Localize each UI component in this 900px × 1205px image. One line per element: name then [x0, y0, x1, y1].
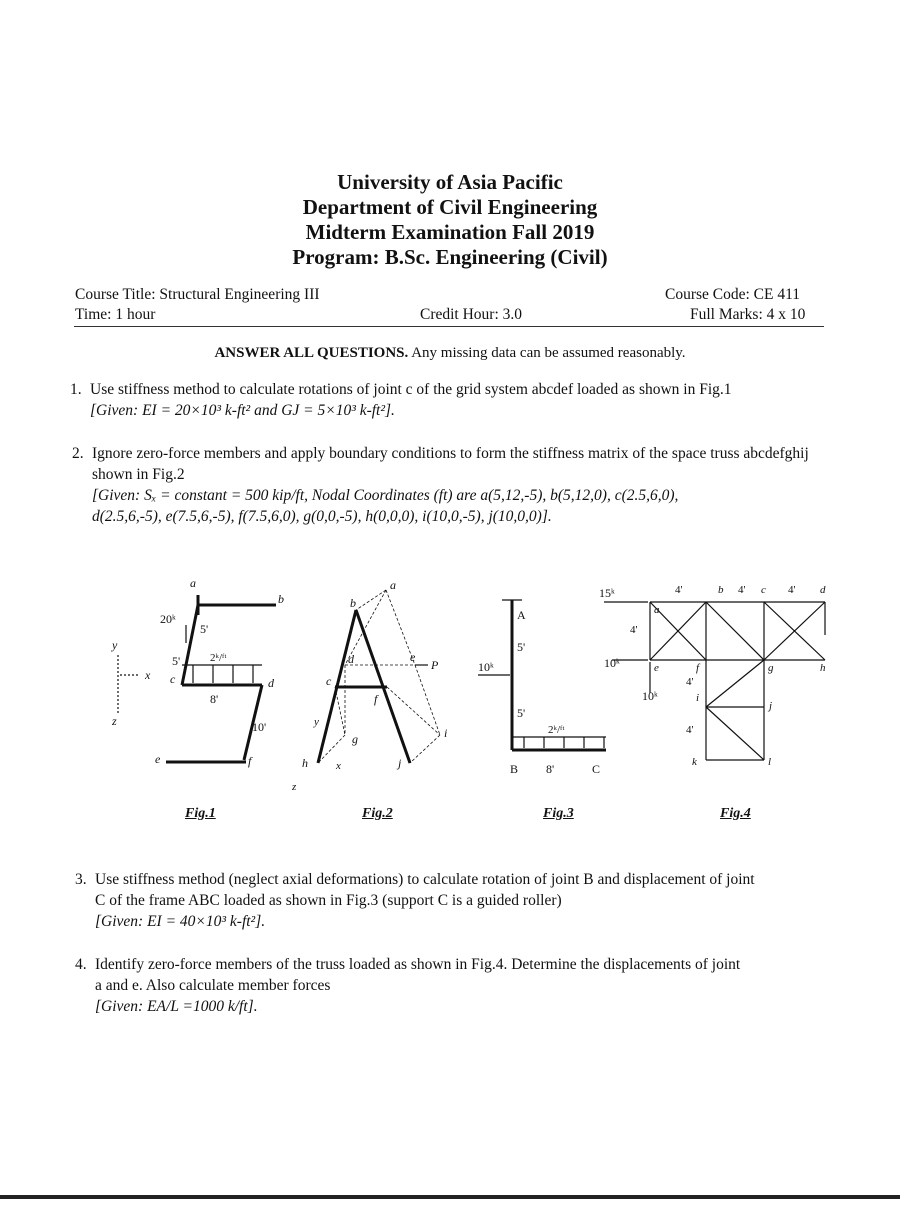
- fig2-label-j: j: [398, 756, 402, 770]
- fig2-label-f: f: [374, 692, 378, 706]
- fig3-label-C: C: [592, 762, 601, 776]
- question-3: [75, 869, 835, 932]
- question-2-number: 2.: [72, 445, 84, 462]
- question-1-given: [Given: EI = 20×10³ k-ft² and GJ = 5×10³ k-ft²].: [90, 402, 395, 419]
- fig1-load-point: 20ᵏ: [160, 612, 176, 626]
- fig2-label-e: e: [410, 650, 416, 664]
- fig2-label-h: h: [302, 756, 308, 770]
- fig4-label-i: i: [696, 692, 700, 704]
- fig2-label-b: b: [350, 596, 356, 610]
- fig3-frame: [478, 600, 606, 776]
- fig1-caption: Fig.1: [185, 806, 216, 821]
- fig4-load-15: 15ᵏ: [599, 586, 615, 600]
- fig1-grid: [111, 576, 284, 768]
- fig1-label-b: b: [278, 592, 284, 606]
- fig1-dim-8: 8': [210, 692, 219, 706]
- question-2-given-2: d(2.5,6,-5), e(7.5,6,-5), f(7.5,6,0), g(0,0,-5), h(0,0,0), i(10,0,-5), j(10,0,0)].: [92, 508, 552, 525]
- fig3-dim-5b: 5': [517, 706, 526, 720]
- fig1-label-c: c: [170, 672, 176, 686]
- fig1-label-y: y: [112, 638, 118, 652]
- instructions-rest: Any missing data can be assumed reasonably.: [408, 345, 686, 361]
- fig1-label-a: a: [190, 576, 196, 590]
- fig4-label-k: k: [692, 756, 697, 768]
- fig4-dim-4d: 4': [630, 624, 638, 636]
- page-bottom-edge: [0, 1195, 900, 1199]
- fig1-label-f: f: [248, 754, 252, 768]
- fig1-dim-5b: 5': [172, 654, 181, 668]
- fig1-label-e: e: [155, 752, 161, 766]
- question-4-text-2: a and e. Also calculate member forces: [95, 977, 331, 994]
- question-4: [75, 954, 835, 1017]
- fig2-label-c: c: [326, 674, 332, 688]
- fig4-dim-4e: 4': [686, 676, 694, 688]
- fig3-load-dist: 2ᵏ/ᶠᵗ: [548, 724, 565, 736]
- course-code: Course Code: CE 411: [665, 286, 801, 303]
- full-marks: Full Marks: 4 x 10: [690, 306, 806, 323]
- fig3-label-B: B: [510, 762, 519, 776]
- fig3-label-A: A: [517, 608, 526, 622]
- fig4-dim-4f: 4': [686, 724, 694, 736]
- fig4-label-d: d: [820, 584, 826, 596]
- fig1-load-dist: 2ᵏ/ᶠᵗ: [210, 652, 227, 664]
- fig4-load-10v: 10ᵏ: [642, 689, 658, 703]
- fig1-dim-10: 10': [252, 720, 267, 734]
- fig2-caption: Fig.2: [362, 806, 393, 821]
- instructions: [0, 345, 900, 362]
- fig2-label-d: d: [348, 652, 354, 666]
- exam-title: Midterm Examination Fall 2019: [305, 220, 595, 244]
- fig3-load-point: 10ᵏ: [478, 660, 494, 674]
- fig2-label-P: P: [431, 658, 439, 672]
- fig2-truss: [291, 578, 447, 793]
- fig4-load-10h: 10ᵏ: [604, 656, 620, 670]
- fig4-caption: Fig.4: [720, 806, 751, 821]
- question-4-text-1: Identify zero-force members of the truss loaded as shown in Fig.4. Determine the displacements of joint: [95, 956, 741, 973]
- fig2-label-g: g: [352, 732, 358, 746]
- fig2-label-a: a: [390, 578, 396, 592]
- fig4-dim-4b: 4': [738, 584, 746, 596]
- fig4-label-l: l: [768, 756, 772, 768]
- question-1: [70, 379, 840, 421]
- fig2-label-i: i: [444, 726, 448, 740]
- fig3-caption: Fig.3: [543, 806, 574, 821]
- fig2-label-z: z: [292, 781, 297, 793]
- question-2: [72, 443, 842, 527]
- question-4-number: 4.: [75, 956, 87, 973]
- university-name: University of Asia Pacific: [337, 170, 563, 194]
- fig2-label-y: y: [314, 716, 319, 728]
- fig3-dim-8: 8': [546, 762, 555, 776]
- fig4-label-h: h: [820, 662, 826, 674]
- course-title: Course Title: Structural Engineering III: [75, 286, 320, 303]
- fig4-truss: [599, 584, 826, 768]
- fig3-dim-5a: 5': [517, 640, 526, 654]
- question-2-given-1: [Given: Sₓ = constant = 500 kip/ft, Nodal Coordinates (ft) are a(5,12,-5), b(5,12,0), c(2.5,6,0),: [92, 487, 679, 504]
- fig4-label-j: j: [769, 700, 773, 712]
- question-1-number: 1.: [70, 381, 82, 398]
- header-divider: [74, 326, 824, 327]
- fig1-dim-5a: 5': [200, 622, 209, 636]
- fig2-label-x: x: [336, 760, 341, 772]
- department-name: Department of Civil Engineering: [302, 195, 598, 219]
- fig1-label-z: z: [112, 714, 117, 728]
- question-3-given: [Given: EI = 40×10³ k-ft²].: [95, 913, 266, 930]
- question-3-text-2: C of the frame ABC loaded as shown in Fig.3 (support C is a guided roller): [95, 892, 562, 909]
- program-name: Program: B.Sc. Engineering (Civil): [292, 245, 608, 269]
- fig4-label-g: g: [768, 662, 774, 674]
- fig4-label-a: a: [654, 604, 660, 616]
- fig4-label-e: e: [654, 662, 659, 674]
- question-3-text-1: Use stiffness method (neglect axial deformations) to calculate rotation of joint B and displacement of joint: [95, 871, 755, 888]
- fig4-dim-4c: 4': [788, 584, 796, 596]
- credit-hour: Credit Hour: 3.0: [420, 306, 523, 323]
- fig4-label-c: c: [761, 584, 766, 596]
- fig4-label-f: f: [696, 662, 700, 674]
- fig4-label-b: b: [718, 584, 724, 596]
- question-2-text: Ignore zero-force members and apply boundary conditions to form the stiffness matrix of the space truss abcdefghij shown in Fig.2: [92, 445, 809, 483]
- instructions-bold: ANSWER ALL QUESTIONS.: [214, 345, 409, 361]
- question-4-given: [Given: EA/L =1000 k/ft].: [95, 998, 258, 1015]
- question-1-text: Use stiffness method to calculate rotations of joint c of the grid system abcdef loaded as shown in Fig.1: [90, 381, 732, 398]
- fig1-label-d: d: [268, 676, 274, 690]
- fig4-dim-4a: 4': [675, 584, 683, 596]
- fig1-label-x: x: [145, 668, 151, 682]
- exam-time: Time: 1 hour: [75, 306, 156, 323]
- figures-area: [0, 575, 900, 825]
- question-3-number: 3.: [75, 871, 87, 888]
